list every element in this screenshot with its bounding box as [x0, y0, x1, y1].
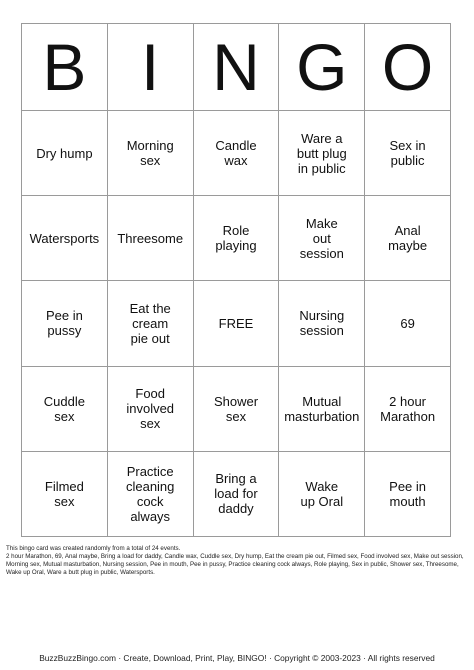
bingo-card — [21, 23, 451, 537]
bingo-square: Make out session — [279, 196, 365, 281]
bingo-square: Candle wax — [194, 111, 280, 196]
bingo-square: Watersports — [22, 196, 108, 281]
bingo-square: Shower sex — [194, 367, 280, 452]
bingo-square: 69 — [365, 281, 451, 366]
bingo-square: Threesome — [108, 196, 194, 281]
bingo-square: Pee in pussy — [22, 281, 108, 366]
bingo-square: Filmed sex — [22, 452, 108, 537]
bingo-square: Ware a butt plug in public — [279, 111, 365, 196]
header-letter-i: I — [108, 24, 194, 111]
note-summary: This bingo card was created randomly from a total of 24 events. — [6, 545, 181, 552]
card-note — [6, 545, 468, 577]
bingo-square: Nursing session — [279, 281, 365, 366]
bingo-square: Practice cleaning cock always — [108, 452, 194, 537]
bingo-square: Food involved sex — [108, 367, 194, 452]
bingo-square: Anal maybe — [365, 196, 451, 281]
header-letter-g: G — [279, 24, 365, 111]
bingo-square: Pee in mouth — [365, 452, 451, 537]
header-letter-n: N — [194, 24, 280, 111]
bingo-square: Eat the cream pie out — [108, 281, 194, 366]
bingo-square: Role playing — [194, 196, 280, 281]
bingo-square: Cuddle sex — [22, 367, 108, 452]
header-letter-b: B — [22, 24, 108, 111]
note-event-list: 2 hour Marathon, 69, Anal maybe, Bring a load for daddy, Candle wax, Cuddle sex, Dry hump, Eat the cream pie out, Filmed sex, Food involved sex, Make out session, Morning sex, Mutual masturbation, Nursing session, Pee in mouth, Pee in pussy, Practice cleaning cock always, Role playing, Sex in public, Shower sex, Threesome, Wake up Oral, Ware a butt plug in public, Watersports. — [6, 553, 464, 576]
bingo-square: 2 hour Marathon — [365, 367, 451, 452]
free-square: FREE — [194, 281, 280, 366]
bingo-square: Sex in public — [365, 111, 451, 196]
header-letter-o: O — [365, 24, 451, 111]
bingo-square: Dry hump — [22, 111, 108, 196]
bingo-square: Mutual masturbation — [279, 367, 365, 452]
bingo-square: Morning sex — [108, 111, 194, 196]
site-footer: BuzzBuzzBingo.com · Create, Download, Print, Play, BINGO! · Copyright © 2003-2023 · All rights reserved — [39, 653, 435, 663]
bingo-square: Wake up Oral — [279, 452, 365, 537]
bingo-square: Bring a load for daddy — [194, 452, 280, 537]
